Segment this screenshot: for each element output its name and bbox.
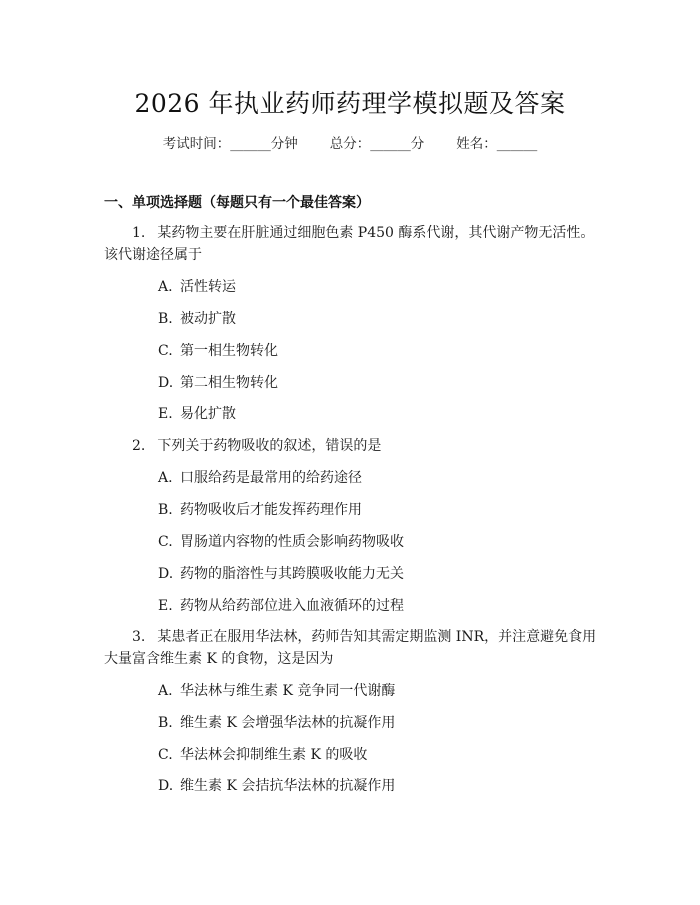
exam-time-label: 考试时间：______分钟 [162,136,298,152]
question-number: 2. [132,438,146,454]
option-2d [158,563,404,583]
option-text: 华法林会抑制维生素 K 的吸收 [180,747,368,763]
option-letter: D. [158,375,174,391]
question-text: 某药物主要在肝脏通过细胞色素 P450 酶系代谢，其代谢产物无活性。该代谢途径属于 [104,225,595,263]
option-3c [158,744,367,764]
option-3b [158,712,395,732]
option-2e [158,595,404,615]
section-heading-single-choice: 一、单项选择题（每题只有一个最佳答案） [104,195,370,211]
option-letter: A. [158,470,173,486]
option-letter: A. [158,279,173,295]
question-2 [104,435,604,457]
option-2b [158,499,362,519]
option-text: 维生素 K 会增强华法林的抗凝作用 [180,715,396,731]
option-letter: B. [158,715,173,731]
option-text: 药物从给药部位进入血液循环的过程 [180,598,404,614]
document-title: 2026 年执业药师药理学模拟题及答案 [134,89,566,118]
option-letter: E. [158,598,173,614]
question-text: 某患者正在服用华法林，药师告知其需定期监测 INR，并注意避免食用大量富含维生素 K 的食物，这是因为 [104,629,597,667]
option-text: 第一相生物转化 [180,343,278,359]
question-1 [104,222,604,266]
option-1d [158,372,278,392]
option-letter: D. [158,566,174,582]
option-text: 活性转运 [180,279,236,295]
option-letter: D. [158,778,174,794]
option-text: 被动扩散 [180,311,236,327]
question-text: 下列关于药物吸收的叙述，错误的是 [157,438,382,454]
question-number: 1. [132,225,146,241]
option-text: 口服给药是最常用的给药途径 [180,470,362,486]
option-text: 易化扩散 [180,406,236,422]
option-text: 华法林与维生素 K 竞争同一代谢酶 [180,683,396,699]
question-number: 3. [132,629,146,645]
option-letter: B. [158,311,173,327]
option-3d [158,775,395,795]
option-letter: C. [158,534,173,550]
question-3 [104,626,604,670]
option-2c [158,531,404,551]
option-letter: A. [158,683,173,699]
option-1c [158,340,278,360]
option-3a [158,680,395,700]
option-text: 维生素 K 会拮抗华法林的抗凝作用 [180,778,396,794]
option-text: 药物吸收后才能发挥药理作用 [180,502,362,518]
option-1e [158,403,236,423]
exam-meta-line [0,132,700,152]
option-letter: C. [158,343,173,359]
option-letter: E. [158,406,173,422]
total-score-label: 总分：______分 [329,136,425,152]
option-2a [158,467,362,487]
option-text: 第二相生物转化 [180,375,278,391]
option-letter: C. [158,747,173,763]
option-letter: B. [158,502,173,518]
option-1a [158,276,236,296]
option-1b [158,308,236,328]
option-text: 胃肠道内容物的性质会影响药物吸收 [180,534,404,550]
name-label: 姓名：______ [456,136,538,152]
option-text: 药物的脂溶性与其跨膜吸收能力无关 [180,566,404,582]
